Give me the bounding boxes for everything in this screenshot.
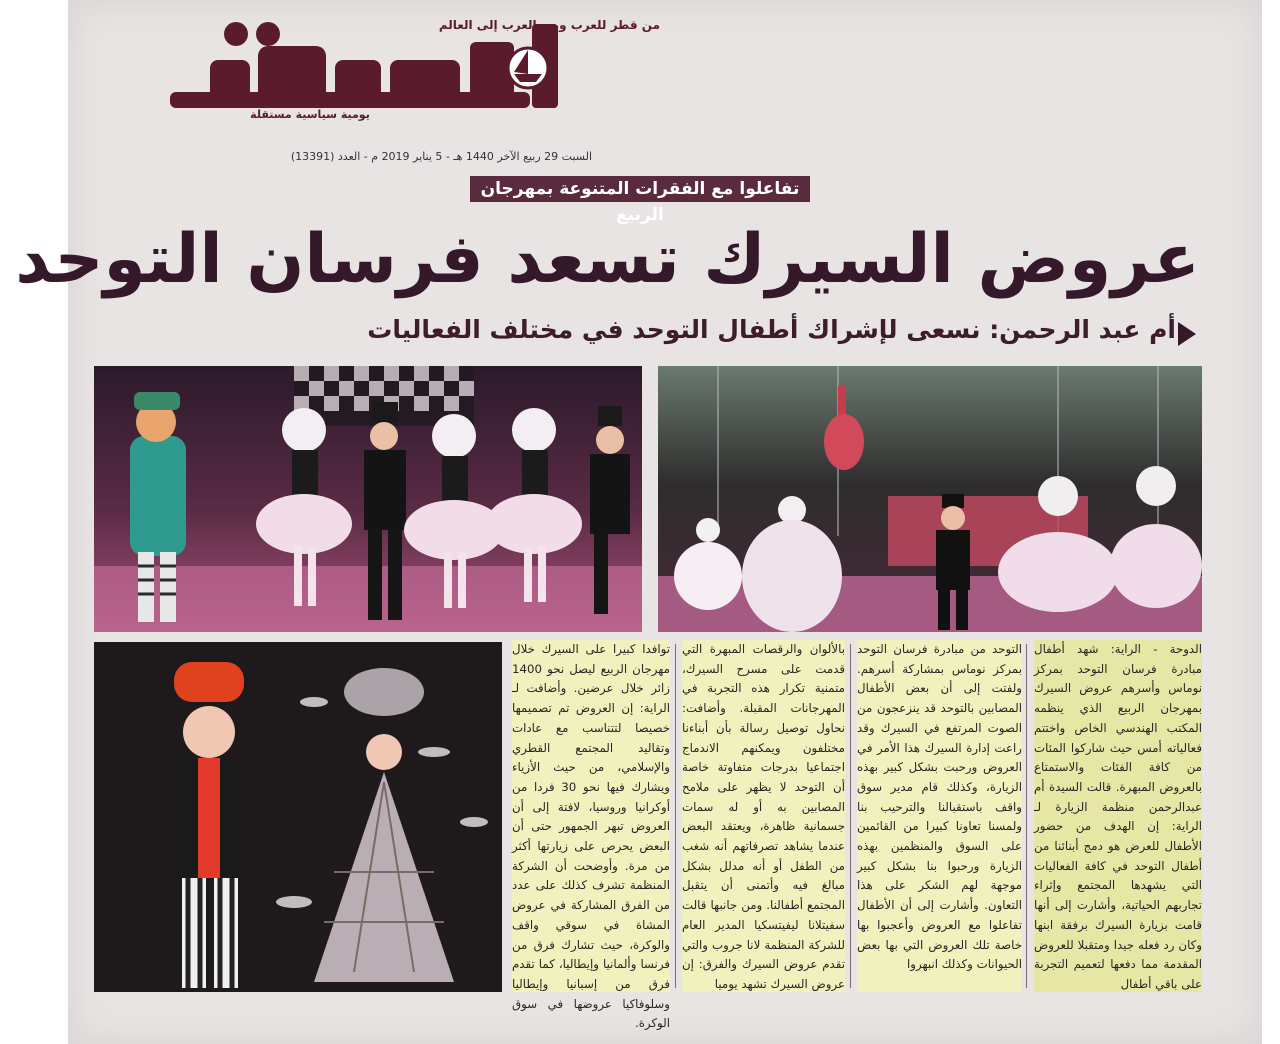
article-column-2 (857, 640, 1022, 992)
deck-bullet-icon (1176, 318, 1198, 348)
clown-and-dancers-photo (94, 366, 642, 632)
article-column-4 (512, 640, 670, 1031)
column-text: التوحد من مبادرة فرسان التوحد بمركز نوماس بمشاركة أسرهم. ولفتت إلى أن بعض الأطفال المصابين بالتوحد قد ينزعجون من الصوت المرتفع في السيرك وقد راعت إدارة السيرك هذا الأمر في العروض ورحبت بشكل كبير بهذه الزيارة، وكذلك قام مدير سوق واقف باستقبالنا والترحيب بنا ولمسنا تعاونا كبيرا من القائمين على السوق والمنظمين بهذه الزيارة ورحبوا بنا بشكل كبير موجهة لهم الشكر على هذا التعاون. وأشارت إلى أن الأطفال تفاعلوا مع العروض وأعجبوا بها خاصة تلك العروض التي بها بعض الحيوانات وكذلك انبهروا (857, 642, 1022, 972)
dateline: السبت 29 ربيع الآخر 1440 هـ - 5 يناير 2019 م - العدد (13391) (290, 150, 592, 163)
aerial-stage-show-photo (658, 366, 1202, 632)
column-text: الدوحة - الراية: شهد أطفال مبادرة فرسان التوحد بمركز نوماس وأسرهم عروض السيرك بمهرجان الربيع الذي ينظمه المكتب الهندسي الخاص واختتم فعالياته أمس حيث شاركوا المئات من كافة الفئات والاستمتاع بالعروض المبهرة. قالت السيدة أم عبدالرحمن منظمة الزيارة لـ الراية: إن الهدف من حضور الأطفال للعرض هو دمج أبنائنا من أطفال التوحد في كافة الفعاليات التي يشهدها المجتمع وإثراء تجاربهم الحياتية، وأشارت إلى أنها قامت بزيارة السيرك برفقة ابنها وكان رد فعله جيدا ومتقبلا للعروض المقدمة مما دفعها لتعميم التجربة على باقي أطفال (1034, 642, 1202, 991)
article-column-1 (1034, 640, 1202, 992)
column-divider (850, 644, 851, 988)
headline: عروض السيرك تسعد فرسان التوحد (15, 220, 1200, 299)
column-text: بالألوان والرقصات المبهرة التي قدمت على مسرح السيرك، متمنية تكرار هذه التجربة في المهرجانات المقبلة. وأضافت: نحاول توصيل رسالة بأن أبناءنا مختلفون ويمكنهم الاندماج اجتماعيا بدرجات متفاوتة خاصة أن التوحد لا يظهر على ملامح المصابين به أو له سمات جسمانية ظاهرة، ويعتقد البعض عندما يشاهد تصرفاتهم أنه شغب من الطفل أو أنه مدلل بشكل مبالغ فيه وأتمنى أن يتقبل المجتمع أطفالنا. ومن جانبها قالت سفيتلانا ليفيتسكيا المدير العام للشركة المنظمة لانا جروب والتي تقدم عروض السيرك والفرق: إن عروض السيرك تشهد يوميا (682, 642, 845, 991)
column-divider (675, 644, 676, 988)
article-column-3 (682, 640, 845, 992)
subheadline: أم عبد الرحمن: نسعى لإشراك أطفال التوحد في مختلف الفعاليات (367, 315, 1176, 344)
column-divider (1026, 644, 1027, 988)
masthead-subtitle: يومية سياسية مستقلة (250, 108, 370, 121)
article-body (512, 640, 1202, 1031)
masthead (70, 0, 660, 170)
clown-and-costume-photo (94, 642, 502, 992)
masthead-tagline: من قطر للعرب ومن العرب إلى العالم (438, 18, 660, 32)
column-text: توافدا كبيرا على السيرك خلال مهرجان الربيع ليصل نحو 1400 زائر خلال عرضين. وأضافت لـ الراية: إن العروض تم تصميمها خصيصا لتتناسب مع عادات وتقاليد المجتمع القطري والإسلامي، من حيث الأزياء ويشارك فيها نحو 30 فردا من أوكرانيا وروسيا، لافتة إلى أن العروض تبهر الجمهور حتى أن البعض يحرص على زيارتها أكثر من مرة. وأوضحت أن الشركة المنظمة تشرف كذلك على عدد من الفرق المشاركة في عروض المشاة في سوقي واقف والوكرة، حيث تشارك فرق من فرنسا وألمانيا وإيطاليا، كما تقدم فرق من إسبانيا وإيطاليا وسلوفاكيا عروضها في سوق الوكرة. (512, 642, 670, 1031)
kicker-banner: تفاعلوا مع الفقرات المتنوعة بمهرجان الربيع (470, 176, 810, 202)
